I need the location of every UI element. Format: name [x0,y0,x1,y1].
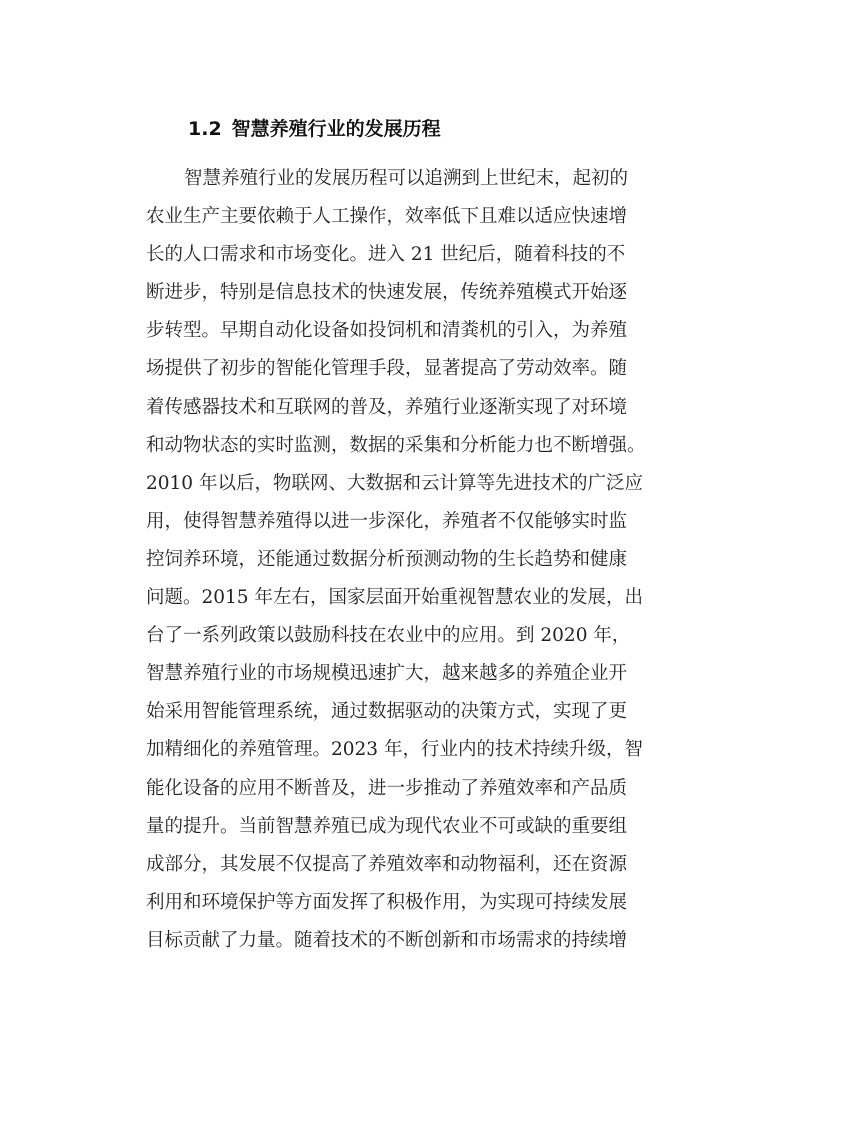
paragraph-line: 量的提升。当前智慧养殖已成为现代农业不可或缺的重要组 [146,815,628,837]
paragraph-line: 和动物状态的实时监测，数据的采集和分析能力也不断增强。 [146,434,646,456]
paragraph-line: 断进步，特别是信息技术的快速发展，传统养殖模式开始逐 [146,282,628,304]
paragraph-line: 智慧养殖行业的发展历程可以追溯到上世纪末，起初的 [184,168,629,189]
paragraph-line: 步转型。早期自动化设备如投饲机和清粪机的引入，为养殖 [146,320,628,342]
paragraph-line: 场提供了初步的智能化管理手段，显著提高了劳动效率。随 [146,358,628,380]
paragraph-line: 成部分，其发展不仅提高了养殖效率和动物福利，还在资源 [146,853,628,875]
paragraph-line: 能化设备的应用不断普及，进一步推动了养殖效率和产品质 [146,777,628,799]
paragraph-line: 台了一系列政策以鼓励科技在农业中的应用。到 2020 年， [146,625,631,647]
paragraph-line: 智慧养殖行业的市场规模迅速扩大，越来越多的养殖企业开 [146,663,628,685]
section-number: 1.2 [188,118,222,140]
paragraph-line: 始采用智能管理系统，通过数据驱动的决策方式，实现了更 [146,701,628,723]
paragraph-line: 目标贡献了力量。随着技术的不断创新和市场需求的持续增 [146,929,628,951]
paragraph-line: 农业生产主要依赖于人工操作，效率低下且难以适应快速增 [146,206,628,228]
section-heading [188,114,441,144]
paragraph-line: 利用和环境保护等方面发挥了积极作用，为实现可持续发展 [146,891,628,913]
paragraph-line: 长的人口需求和市场变化。进入 21 世纪后，随着科技的不 [146,244,626,266]
paragraph-line: 控饲养环境，还能通过数据分析预测动物的生长趋势和健康 [146,548,628,570]
paragraph-line: 着传感器技术和互联网的普及，养殖行业逐渐实现了对环境 [146,396,628,418]
paragraph-line: 用，使得智慧养殖得以进一步深化，养殖者不仅能够实时监 [146,510,628,532]
paragraph-line: 加精细化的养殖管理。2023 年，行业内的技术持续升级，智 [146,739,643,761]
paragraph-line: 问题。2015 年左右，国家层面开始重视智慧农业的发展，出 [146,587,643,609]
section-title: 智慧养殖行业的发展历程 [231,118,441,140]
body-paragraph [146,160,706,960]
paragraph-line: 2010 年以后，物联网、大数据和云计算等先进技术的广泛应 [146,472,643,494]
